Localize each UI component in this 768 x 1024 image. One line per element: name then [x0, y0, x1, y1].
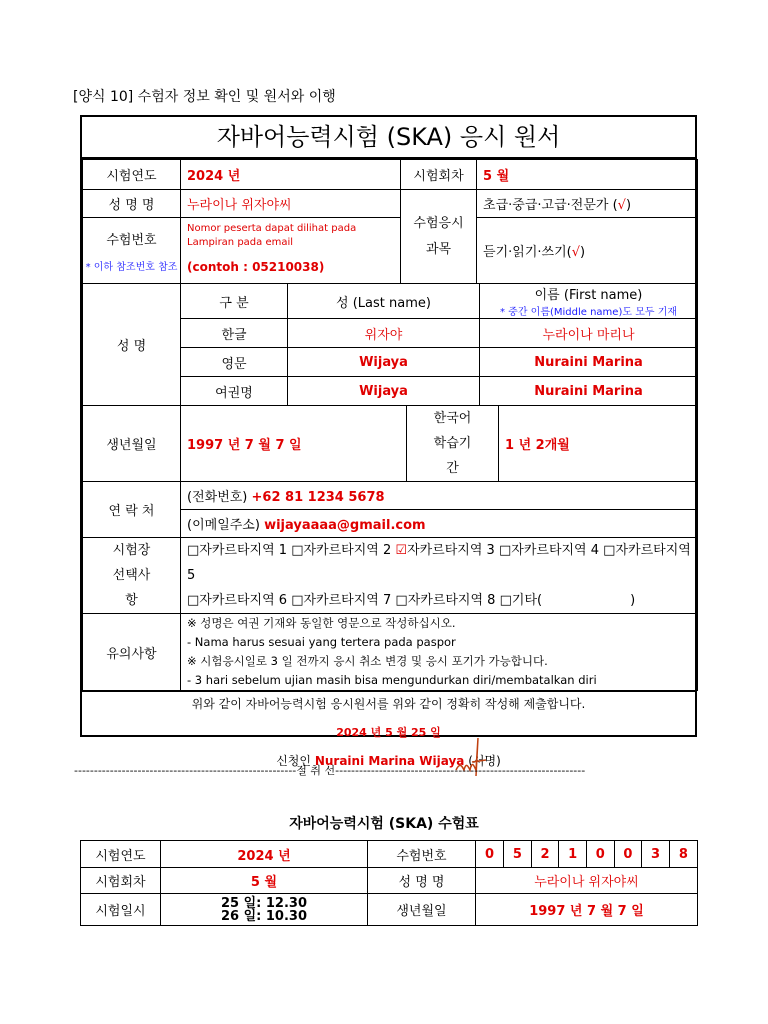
check-mark-icon: √ — [617, 198, 626, 213]
checkbox-icon: □ — [498, 543, 512, 558]
applicant-suffix: (서명) — [468, 754, 501, 768]
ticket-datetime-label: 시험일시 — [81, 894, 161, 926]
venue-label-text: 시험장 선택사항 — [112, 543, 151, 608]
firstname-header-cell — [480, 284, 698, 319]
exam-no-digit: 0 — [614, 841, 642, 867]
checkbox-icon: □ — [291, 543, 304, 558]
row-english-last: Wijaya — [288, 348, 480, 377]
declaration-date: 2024 년 5 월 25 일 — [336, 726, 441, 739]
exam-round-value: 5 월 — [477, 160, 698, 190]
exam-round-label: 시험회차 — [401, 160, 477, 190]
venue-option[interactable]: □자카르타지역 7 — [291, 593, 392, 608]
notes-label: 유의사항 — [83, 614, 181, 691]
ticket-datetime-line: 25 일: 12.30 — [220, 895, 308, 911]
level-row-1-text: 초급·중급·고급·전문가 ( — [483, 198, 618, 213]
row-korean-label: 한글 — [181, 319, 288, 348]
level-row-2-end: ) — [580, 245, 586, 260]
exam-no-note: * 이하 참조번호 참조 — [85, 261, 178, 273]
row-passport-first: Nuraini Marina — [480, 377, 698, 406]
email-row — [181, 510, 698, 538]
firstname-header: 이름 (First name) — [534, 288, 643, 303]
ticket-exam-no-label: 수험번호 — [368, 841, 476, 868]
exam-no-digit: 0 — [587, 841, 615, 867]
dob-label: 생년월일 — [83, 406, 181, 482]
form-title: 자바어능력시험 (SKA) 응시 원서 — [82, 117, 695, 159]
checkbox-icon: □ — [187, 593, 200, 608]
exam-no-digit: 8 — [678, 846, 688, 862]
venue-option[interactable]: □자카르타지역 8 — [395, 593, 496, 608]
check-mark-icon: √ — [571, 245, 580, 260]
checkbox-icon: □ — [603, 543, 616, 558]
note-line: ※ 시험응시일로 3 일 전까지 응시 취소 변경 및 응시 포기가 가능합니다. — [187, 654, 548, 668]
venue-row-1 — [187, 538, 697, 588]
ticket-table — [80, 840, 698, 926]
checkbox-icon: □ — [395, 593, 408, 608]
exam-no-digit: 2 — [531, 841, 559, 867]
note-line: - 3 hari sebelum ujian masih bisa mengundurkan diri/membatalkan diri — [187, 673, 597, 687]
lastname-header: 성 (Last name) — [288, 284, 480, 319]
cut-line-right: --------------------------------------------------------------- — [335, 764, 586, 777]
ticket-name-label: 성 명 명 — [368, 868, 476, 894]
exam-no-example: (contoh : 05210038) — [187, 260, 325, 274]
cut-line — [74, 762, 674, 778]
email-prefix: (이메일주소) — [187, 518, 260, 533]
phone-prefix: (전화번호) — [187, 490, 248, 505]
ticket-datetime-value — [161, 894, 368, 926]
form-caption: [양식 10] 수험자 정보 확인 및 원서와 이행 — [73, 89, 336, 105]
ticket-name-value: 누라이나 위자야씨 — [476, 868, 698, 894]
checkbox-icon: □ — [187, 543, 200, 558]
exam-year-label: 시험연도 — [83, 160, 181, 190]
applicant-name: Nuraini Marina Wijaya — [314, 754, 465, 768]
ticket-datetime-line: 26 일: 10.30 — [220, 908, 308, 924]
row-english-first: Nuraini Marina — [480, 348, 698, 377]
ticket-year-label: 시험연도 — [81, 841, 161, 868]
row-passport-last: Wijaya — [288, 377, 480, 406]
exam-no-digit: 0 — [476, 841, 504, 867]
venue-option[interactable]: □자카르타지역 2 — [291, 543, 392, 558]
exam-no-hint-cell — [181, 218, 401, 284]
level-row-1-end: ) — [625, 198, 632, 213]
name-value: 누라이나 위자야씨 — [181, 190, 401, 218]
phone-row — [181, 482, 698, 510]
venue-row-2 — [187, 588, 697, 613]
notes-table — [82, 613, 698, 691]
ticket-exam-no — [476, 841, 698, 868]
name-header-col: 구 분 — [181, 284, 288, 319]
venue-option[interactable]: □자카르타지역 1 — [187, 543, 288, 558]
dob-value: 1997 년 7 월 7 일 — [181, 406, 407, 482]
exam-no-digit: 5 — [504, 841, 532, 867]
application-form — [80, 115, 697, 768]
name-label: 성 명 명 — [83, 190, 181, 218]
exam-no-digit: 1 — [559, 841, 587, 867]
name-section-label: 성 명 — [83, 284, 181, 406]
level-row-2-text: 듣기·읽기·쓰기( — [483, 245, 572, 260]
row-english-label: 영문 — [181, 348, 288, 377]
ticket-round-label: 시험회차 — [81, 868, 161, 894]
ticket-title: 자바어능력시험 (SKA) 수험표 — [289, 816, 479, 832]
row-passport-label: 여권명 — [181, 377, 288, 406]
korean-study-label — [407, 406, 499, 482]
ticket-round-value: 5 월 — [161, 868, 368, 894]
exam-no-digit: 3 — [642, 841, 670, 867]
venue-option[interactable]: ☑자카르타지역 3 — [395, 543, 495, 558]
venue-options — [181, 538, 698, 614]
exam-no-hint: Nomor peserta dapat dilihat pada Lampiran pada email — [187, 223, 357, 248]
dob-table — [82, 405, 698, 482]
declaration-text: 위와 같이 자바어능력시험 응시원서를 위와 같이 정확히 작성해 제출합니다. — [191, 697, 586, 711]
phone-value: +62 81 1234 5678 — [251, 490, 385, 505]
applicant-prefix: 신청인 — [276, 754, 311, 768]
korean-study-label-text: 한국어 학습기간 — [433, 411, 472, 476]
row-korean-last: 위자야 — [288, 319, 480, 348]
venue-table — [82, 537, 698, 614]
row-korean-first: 누라이나 마리나 — [480, 319, 698, 348]
exam-no-digits — [476, 841, 697, 867]
cut-line-left: -------------------------------------------------------- — [74, 764, 297, 777]
firstname-note: * 중간 이름(Middle name)도 모두 기재 — [499, 307, 678, 318]
level-label — [401, 190, 477, 284]
venue-option[interactable]: □자카르타지역 5 — [187, 543, 691, 583]
korean-study-value: 1 년 2개월 — [499, 406, 698, 482]
ticket-dob-label: 생년월일 — [368, 894, 476, 926]
name-table — [82, 283, 698, 406]
venue-option[interactable]: □자카르타지역 4 — [498, 543, 600, 558]
note-line: - Nama harus sesuai yang tertera pada paspor — [187, 635, 456, 649]
level-label-text: 수험응시 과목 — [413, 215, 464, 257]
checkbox-checked-icon: ☑ — [395, 543, 408, 558]
venue-option-other[interactable]: □기타( ) — [499, 593, 636, 608]
cut-line-label: 절 취 선 — [296, 764, 336, 777]
checkbox-icon: □ — [499, 593, 512, 608]
exam-no-label-cell — [83, 218, 181, 284]
note-line: ※ 성명은 여권 기재와 동일한 영문으로 작성하십시오. — [187, 616, 456, 630]
contact-table — [82, 481, 698, 538]
ticket-year-value: 2024 년 — [161, 841, 368, 868]
level-row-2 — [477, 218, 698, 284]
notes-body — [181, 614, 698, 691]
venue-option[interactable]: □자카르타지역 6 — [187, 593, 288, 608]
form-table — [82, 159, 698, 284]
email-value: wijayaaaa@gmail.com — [264, 518, 426, 533]
level-row-1 — [477, 190, 698, 218]
exam-no-label: 수험번호 — [106, 232, 157, 248]
ticket-dob-value: 1997 년 7 월 7 일 — [476, 894, 698, 926]
contact-label: 연 락 처 — [83, 482, 181, 538]
venue-label — [83, 538, 181, 614]
exam-year-value: 2024 년 — [181, 160, 401, 190]
checkbox-icon: □ — [291, 593, 304, 608]
